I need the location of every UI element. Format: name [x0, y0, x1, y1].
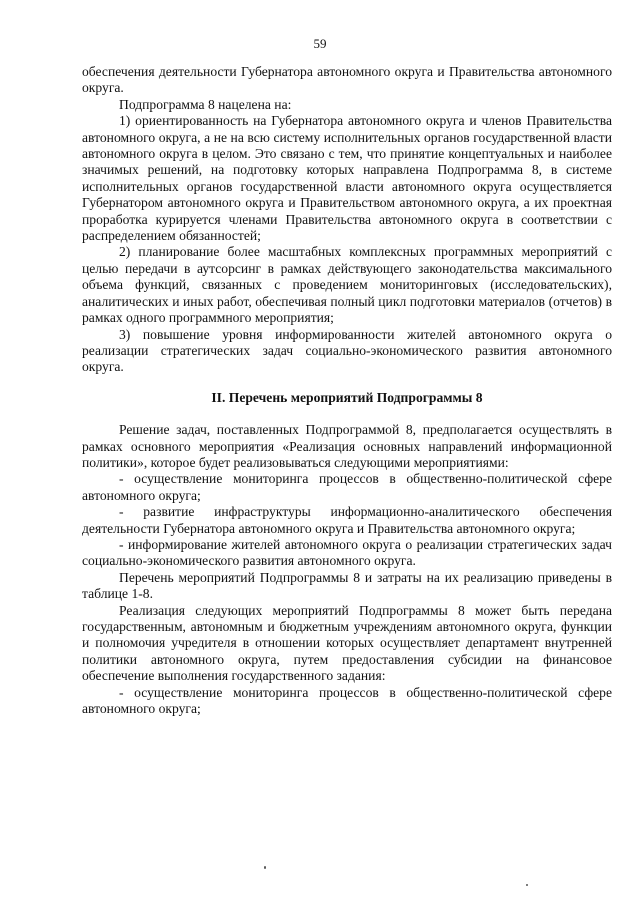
paragraph-implementation: Реализация следующих мероприятий Подпрограммы 8 может быть передана государственным, автономным и бюджетным учреждениям автономного округа, функции и полномочия учредителя в отношении которых осуществляет департамент внутренней политики автономного округа, путем предоставления субсидии на финансовое обеспечение выполнения государственного задания: — [82, 602, 612, 684]
paragraph-table-ref: Перечень мероприятий Подпрограммы 8 и затраты на их реализацию приведены в таблице 1-8. — [82, 569, 612, 602]
list-item-3: 3) повышение уровня информированности жителей автономного округа о реализации стратегических задач социально-экономического развития автономного округа. — [82, 326, 612, 375]
paragraph-continuation: обеспечения деятельности Губернатора автономного округа и Правительства автономного округа. — [82, 64, 612, 96]
paragraph-intro: Подпрограмма 8 нацелена на: — [119, 96, 292, 112]
bullet-monitoring: - осуществление мониторинга процессов в общественно-политической сфере автономного округа; — [82, 471, 612, 503]
section-heading: II. Перечень мероприятий Подпрограммы 8 — [211, 389, 483, 405]
scan-speck — [526, 884, 528, 886]
page-number: 59 — [313, 36, 327, 51]
bullet-informing: - информирование жителей автономного округа о реализации стратегических задач социально-экономического развития автономного округа. — [82, 536, 612, 569]
paragraph-tasks: Решение задач, поставленных Подпрограммой 8, предполагается осуществлять в рамках основного мероприятия «Реализация основных направлений информационной политики», которое будет реализовываться следующими мероприятиями: — [82, 422, 612, 470]
document-body — [82, 64, 612, 717]
bullet-monitoring-repeat: - осуществление мониторинга процессов в общественно-политической сфере автономного округа; — [82, 684, 612, 717]
bullet-infrastructure: - развитие инфраструктуры информационно-аналитического обеспечения деятельности Губернатора автономного округа и Правительства автономного округа; — [82, 504, 612, 536]
list-item-2: 2) планирование более масштабных комплексных программных мероприятий с целью передачи в аутсорсинг в рамках действующего законодательства максимального объема функций, связанных с проведением мониторинговых (исследовательских), аналитических и иных работ, обеспечивая полный цикл подготовки материалов (отчетов) в рамках одного программного мероприятия; — [82, 244, 612, 326]
list-item-1: 1) ориентированность на Губернатора автономного округа и членов Правительства автономного округа, а не на всю систему исполнительных органов государственной власти автономного округа в целом. Это связано с тем, что принятие концептуальных и наиболее значимых решений, на подготовку которых направлена Подпрограмма 8, в системе исполнительных органов государственной власти автономного округа осуществляется Губернатором автономного округа и Правительством автономного округа, а их проектная проработка курируется членами Правительства автономного округа в соответствии с распределением обязанностей; — [82, 113, 612, 244]
scan-speck — [264, 866, 266, 869]
